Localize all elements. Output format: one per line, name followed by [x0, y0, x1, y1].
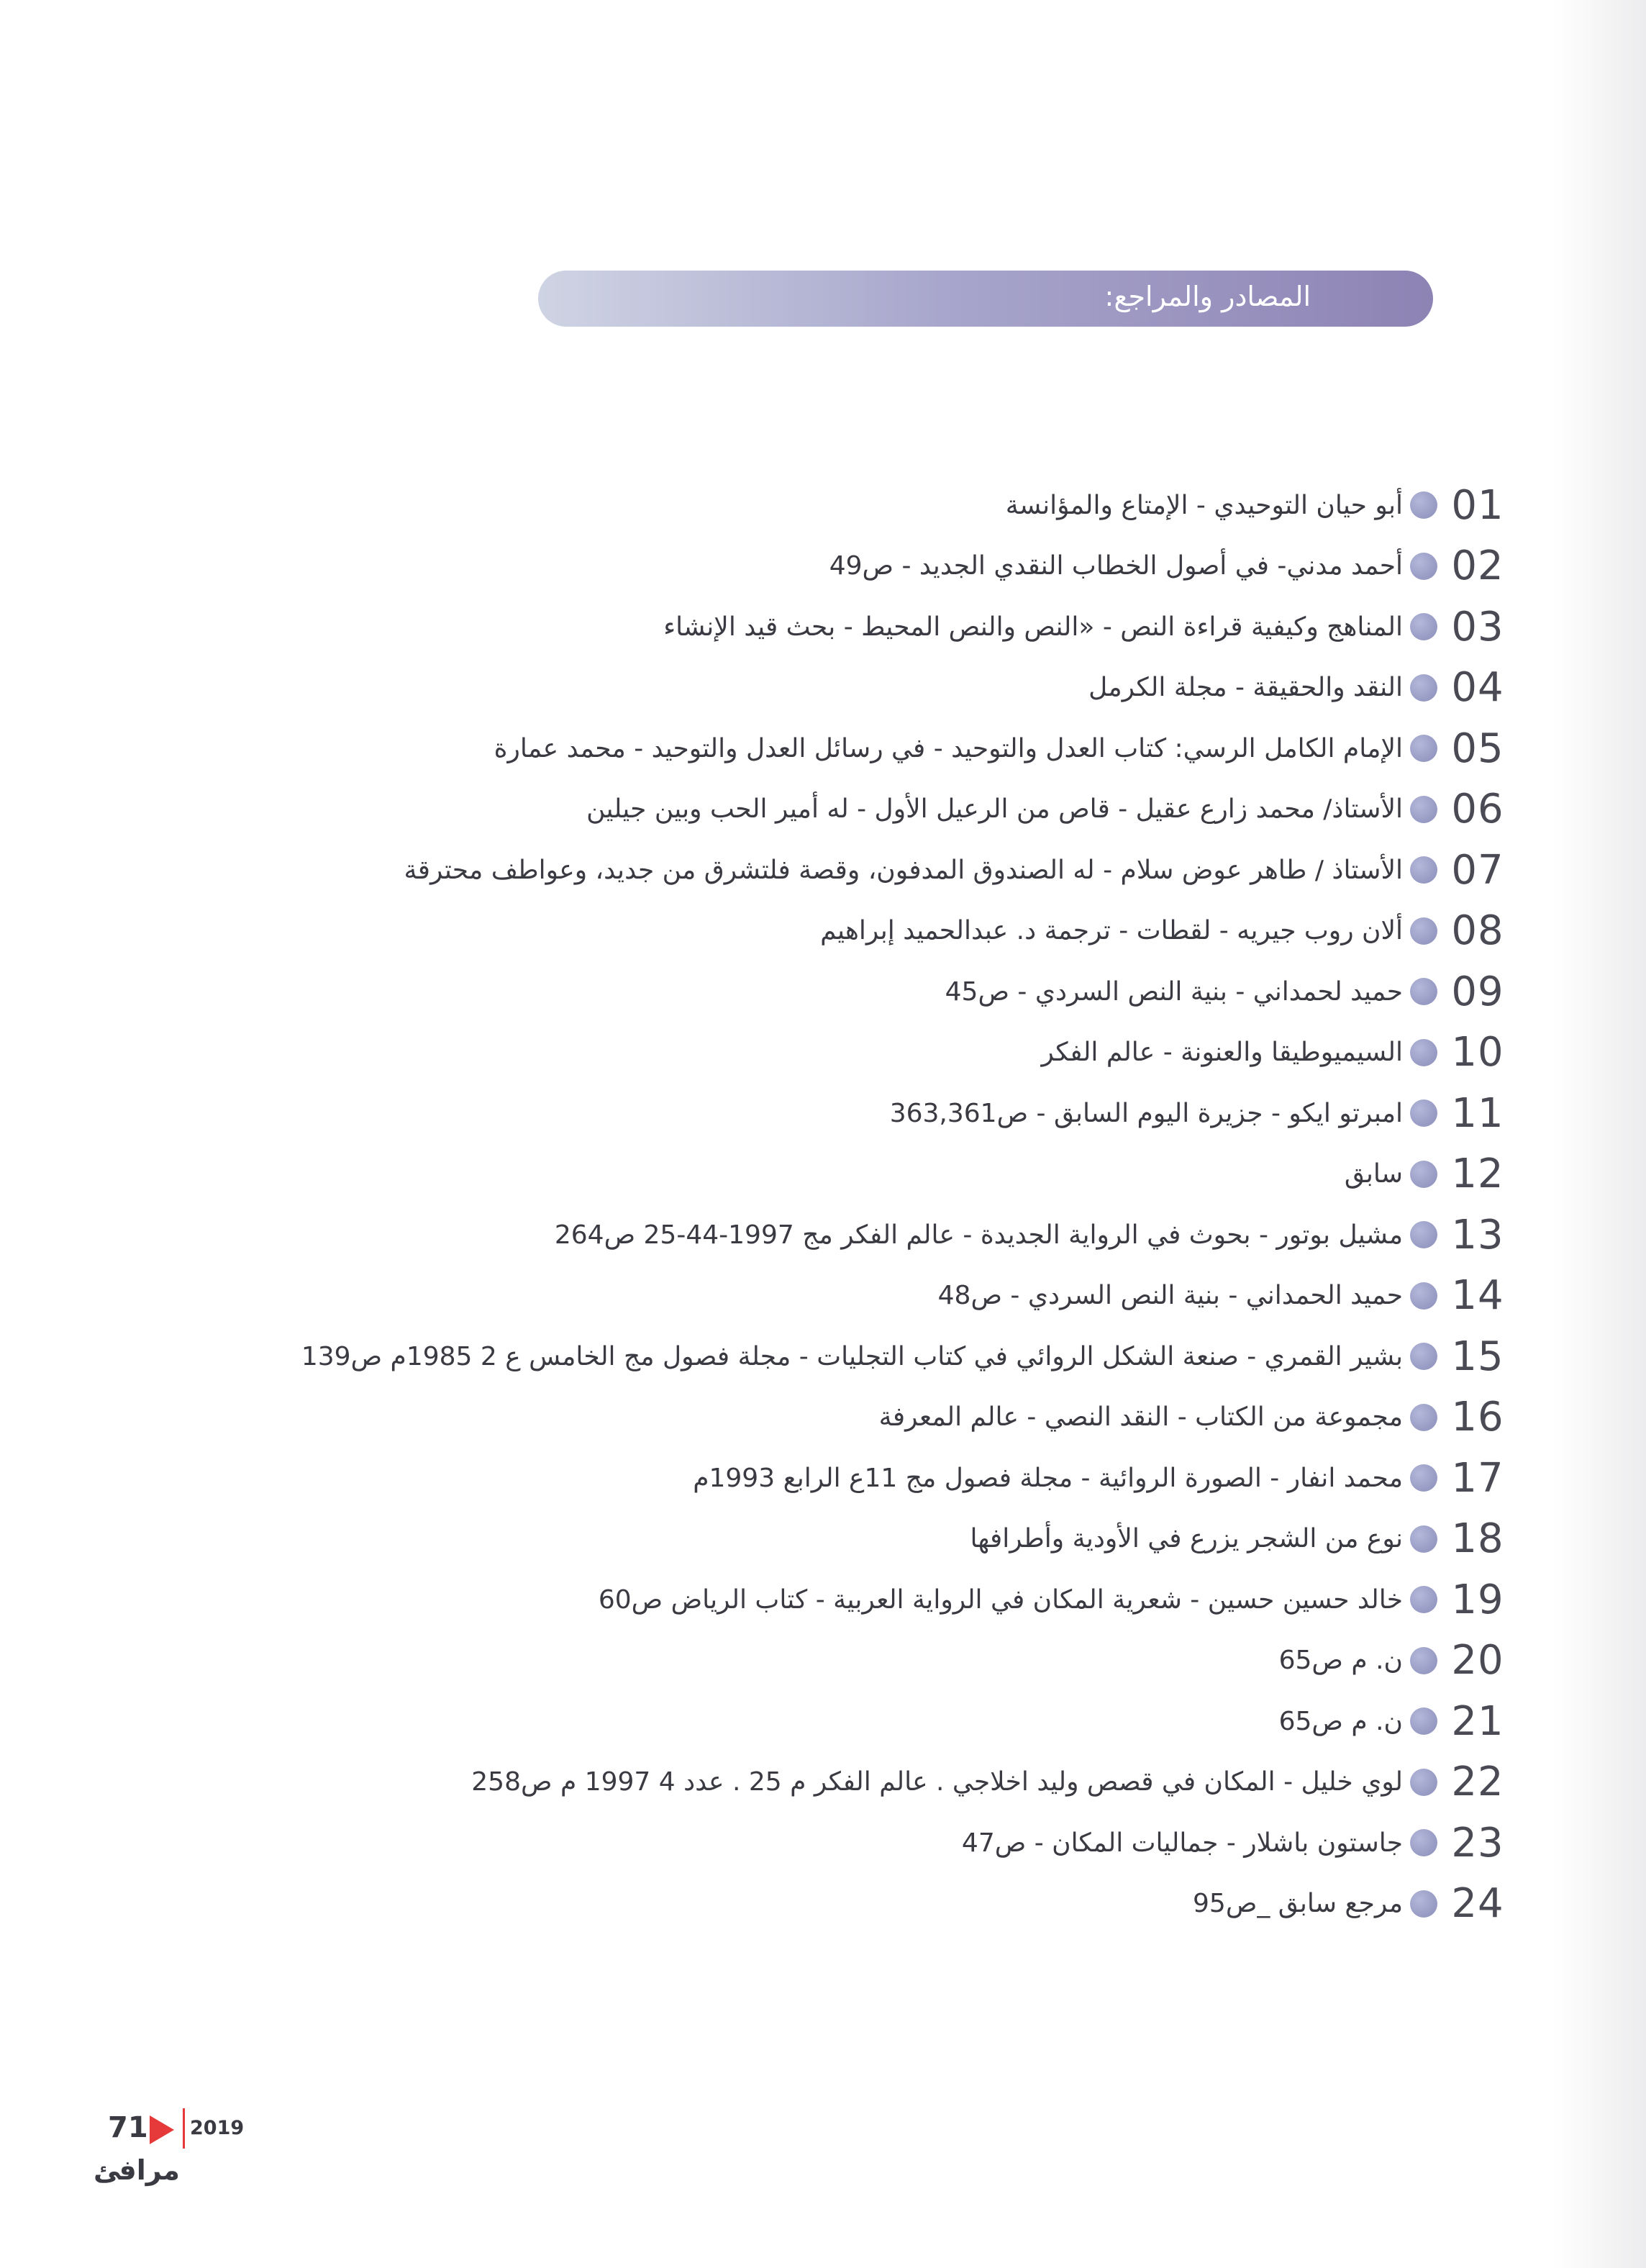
reference-text: ن. م ص65	[1278, 1706, 1403, 1736]
bullet-dot-icon	[1410, 1890, 1437, 1918]
bullet-dot-icon	[1410, 1769, 1437, 1796]
reference-item	[106, 536, 1517, 597]
reference-number: 21	[1451, 1697, 1504, 1745]
bullet-dot-icon	[1410, 1647, 1437, 1674]
reference-number: 08	[1451, 907, 1504, 955]
reference-item	[106, 1630, 1517, 1692]
magazine-logo: مرافئ	[94, 2154, 180, 2186]
reference-item	[106, 961, 1517, 1022]
bullet-dot-icon	[1410, 674, 1437, 702]
reference-item	[106, 1874, 1517, 1935]
reference-number: 18	[1451, 1515, 1504, 1563]
reference-number: 17	[1451, 1454, 1504, 1502]
reference-text: المناهج وكيفية قراءة النص - «النص والنص المحيط - بحث قيد الإنشاء	[663, 612, 1403, 642]
reference-item	[106, 1387, 1517, 1448]
reference-item	[106, 1448, 1517, 1509]
reference-item	[106, 1509, 1517, 1570]
reference-item	[106, 658, 1517, 719]
reference-number: 06	[1451, 786, 1504, 833]
reference-item	[106, 1813, 1517, 1874]
bullet-dot-icon	[1410, 978, 1437, 1005]
reference-text: مجموعة من الكتاب - النقد النصي - عالم المعرفة	[878, 1402, 1403, 1433]
reference-text: السيميوطيقا والعنونة - عالم الفكر	[1041, 1038, 1403, 1068]
bullet-dot-icon	[1410, 856, 1437, 884]
reference-item	[106, 1569, 1517, 1630]
page-footer	[94, 2108, 260, 2216]
reference-item	[106, 1691, 1517, 1752]
reference-number: 12	[1451, 1151, 1504, 1198]
page-edge-shadow	[1552, 0, 1646, 2268]
bullet-dot-icon	[1410, 917, 1437, 945]
reference-item	[106, 1752, 1517, 1813]
reference-text: امبرتو ايكو - جزيرة اليوم السابق - ص363,361	[889, 1098, 1403, 1128]
footer-divider	[183, 2108, 185, 2149]
reference-number: 07	[1451, 846, 1504, 894]
page-number: 71	[108, 2111, 148, 2144]
reference-text: سابق	[1344, 1159, 1403, 1189]
reference-number: 14	[1451, 1272, 1504, 1320]
reference-text: مشيل بوتور - بحوث في الرواية الجديدة - عالم الفكر مج 1997-44-25 ص264	[554, 1220, 1403, 1250]
bullet-dot-icon	[1410, 613, 1437, 640]
reference-item	[106, 1266, 1517, 1327]
reference-number: 16	[1451, 1394, 1504, 1441]
bullet-dot-icon	[1410, 1464, 1437, 1492]
reference-number: 15	[1451, 1333, 1504, 1380]
references-list	[106, 475, 1517, 1934]
reference-text: نوع من الشجر يزرع في الأودية وأطرافها	[970, 1524, 1403, 1554]
reference-item	[106, 1022, 1517, 1084]
reference-text: خالد حسين حسين - شعرية المكان في الرواية العربية - كتاب الرياض ص60	[598, 1584, 1403, 1615]
reference-text: الأستاذ/ محمد زارع عقيل - قاص من الرعيل الأول - له أمير الحب وبين جيلين	[586, 794, 1403, 825]
reference-number: 01	[1451, 481, 1504, 529]
reference-text: حميد الحمداني - بنية النص السردي - ص48	[937, 1281, 1403, 1311]
reference-number: 09	[1451, 968, 1504, 1015]
reference-text: أبو حيان التوحيدي - الإمتاع والمؤانسة	[1005, 490, 1403, 520]
reference-text: ألان روب جيريه - لقطات - ترجمة د. عبدالحميد إبراهيم	[820, 916, 1403, 946]
reference-text: ن. م ص65	[1278, 1646, 1403, 1676]
bullet-dot-icon	[1410, 491, 1437, 519]
reference-item	[106, 779, 1517, 840]
reference-number: 19	[1451, 1576, 1504, 1623]
reference-number: 10	[1451, 1029, 1504, 1076]
bullet-dot-icon	[1410, 1221, 1437, 1248]
reference-item	[106, 597, 1517, 658]
reference-number: 13	[1451, 1211, 1504, 1258]
bullet-dot-icon	[1410, 1282, 1437, 1310]
reference-item	[106, 901, 1517, 962]
bullet-dot-icon	[1410, 1099, 1437, 1127]
reference-text: جاستون باشلار - جماليات المكان - ص47	[961, 1828, 1403, 1858]
reference-number: 04	[1451, 664, 1504, 712]
reference-number: 20	[1451, 1637, 1504, 1684]
play-arrow-icon	[150, 2115, 174, 2144]
reference-text: لوي خليل - المكان في قصص وليد اخلاجي . عالم الفكر م 25 . عدد 4 1997 م ص258	[471, 1767, 1403, 1797]
reference-number: 02	[1451, 543, 1504, 590]
reference-text: الأستاذ / طاهر عوض سلام - له الصندوق المدفون، وقصة فلتشرق من جديد، وعواطف محترقة	[404, 855, 1403, 885]
reference-number: 05	[1451, 725, 1504, 772]
reference-item	[106, 1326, 1517, 1387]
reference-text: حميد لحمداني - بنية النص السردي - ص45	[945, 976, 1403, 1007]
reference-text: بشير القمري - صنعة الشكل الروائي في كتاب التجليات - مجلة فصول مج الخامس ع 2 1985م ص139	[301, 1341, 1403, 1371]
reference-number: 11	[1451, 1089, 1504, 1137]
reference-item	[106, 1144, 1517, 1205]
section-title: المصادر والمراجع:	[1104, 281, 1311, 312]
bullet-dot-icon	[1410, 1707, 1437, 1735]
reference-number: 03	[1451, 603, 1504, 650]
reference-item	[106, 1083, 1517, 1144]
bullet-dot-icon	[1410, 1829, 1437, 1856]
reference-text: مرجع سابق _ص95	[1193, 1889, 1403, 1919]
reference-number: 23	[1451, 1819, 1504, 1866]
issue-year: 2019	[190, 2117, 245, 2139]
bullet-dot-icon	[1410, 1161, 1437, 1188]
bullet-dot-icon	[1410, 1404, 1437, 1431]
bullet-dot-icon	[1410, 1039, 1437, 1066]
reference-text: النقد والحقيقة - مجلة الكرمل	[1088, 673, 1403, 703]
bullet-dot-icon	[1410, 1343, 1437, 1370]
reference-text: الإمام الكامل الرسي: كتاب العدل والتوحيد - في رسائل العدل والتوحيد - محمد عمارة	[494, 733, 1403, 763]
reference-item	[106, 718, 1517, 779]
bullet-dot-icon	[1410, 796, 1437, 823]
reference-text: أحمد مدني- في أصول الخطاب النقدي الجديد - ص49	[829, 551, 1403, 581]
bullet-dot-icon	[1410, 735, 1437, 762]
reference-number: 22	[1451, 1759, 1504, 1806]
reference-item	[106, 475, 1517, 536]
reference-item	[106, 840, 1517, 901]
reference-item	[106, 1205, 1517, 1266]
reference-text: محمد انفار - الصورة الروائية - مجلة فصول مج 11ع الرابع 1993م	[693, 1463, 1403, 1493]
bullet-dot-icon	[1410, 553, 1437, 580]
bullet-dot-icon	[1410, 1586, 1437, 1613]
bullet-dot-icon	[1410, 1525, 1437, 1553]
reference-number: 24	[1451, 1880, 1504, 1928]
